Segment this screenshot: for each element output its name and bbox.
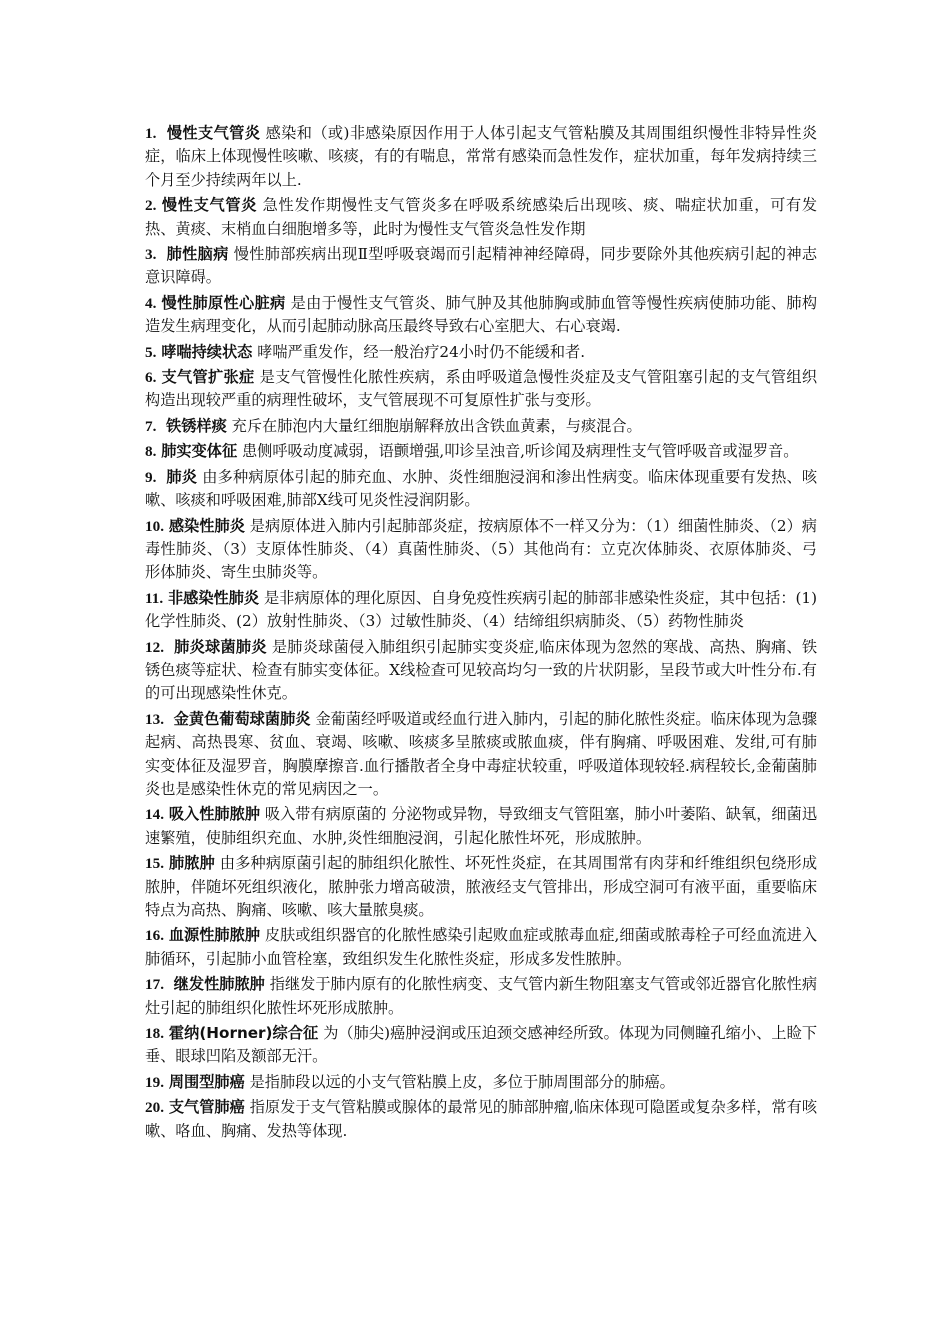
entry-18 bbox=[145, 1022, 817, 1069]
entry-7 bbox=[145, 415, 817, 438]
entry-term: 周围型肺癌 bbox=[168, 1072, 245, 1091]
entry-number: 20. bbox=[145, 1099, 164, 1117]
entry-14 bbox=[145, 803, 817, 850]
entry-definition: 哮喘严重发作，经一般治疗24小时仍不能缓和者. bbox=[257, 342, 586, 361]
entry-definition: 急性发作期慢性支气管炎多在呼吸系统感染后出现咳、痰、喘症状加重，可有发热、黄痰、末梢血白细胞增多等，此时为慢性支气管炎急性发作期 bbox=[145, 196, 818, 238]
entry-number: 13. bbox=[145, 710, 164, 728]
entry-definition: 感染和（或)非感染原因作用于人体引起支气管粘膜及其周围组织慢性非特异性炎症，临床上体现慢性咳嗽、咳痰，有的有喘息，常常有感染而急性发作，症状加重，每年发病持续三个月至少持续两年以上. bbox=[145, 124, 818, 189]
entry-term: 非感染性肺炎 bbox=[167, 588, 260, 607]
entry-13 bbox=[145, 708, 817, 802]
entry-number: 15. bbox=[145, 855, 164, 873]
entry-definition: 由多种病原菌引起的肺组织化脓性、坏死性炎症，在其周围常有肉芽和纤维组织包绕形成脓肿，伴随坏死组织液化，脓肿张力增高破溃，脓液经支气管排出，形成空洞可有液平面，重要临床特点为高热、胸痛、咳嗽、咳大量脓臭痰。 bbox=[145, 854, 818, 919]
entry-term: 血源性肺脓肿 bbox=[168, 926, 261, 945]
entry-16 bbox=[145, 924, 817, 971]
entry-number: 9. bbox=[145, 468, 157, 486]
entry-number: 18. bbox=[145, 1025, 164, 1043]
entry-definition: 金葡菌经呼吸道或经血行进入肺内，引起的肺化脓性炎症。临床体现为急骤起病、高热畏寒、贫血、衰竭、咳嗽、咳痰多呈脓痰或脓血痰，伴有胸痛、呼吸困难、发绀,可有肺实变体征及湿罗音，胸膜摩擦音.血行播散者全身中毒症状较重，呼吸道体现较轻.病程较长,金葡菌肺炎也是感染性休克的常见病因之一。 bbox=[145, 709, 818, 798]
entry-definition: 吸入带有病原菌的 分泌物或异物，导致细支气管阻塞，肺小叶萎陷、缺氧，细菌迅速繁殖，使肺组织充血、水肿,炎性细胞浸润，引起化脓性坏死，形成脓肿。 bbox=[145, 805, 818, 847]
entry-definition: 皮肤或组织器官的化脓性感染引起败血症或脓毒血症,细菌或脓毒栓子可经血流进入肺循环，引起肺小血管栓塞，致组织发生化脓性炎症，形成多发性脓肿。 bbox=[145, 926, 818, 968]
entry-term: 哮喘持续状态 bbox=[161, 342, 253, 361]
entry-term: 肺炎球菌肺炎 bbox=[174, 637, 267, 656]
entry-term: 肺实变体征 bbox=[161, 442, 238, 461]
entry-number: 14. bbox=[145, 806, 164, 824]
entry-number: 1. bbox=[145, 125, 157, 142]
entry-number: 17. bbox=[145, 976, 164, 994]
entry-term: 肺性脑病 bbox=[166, 245, 229, 264]
entry-term: 霍纳(Horner)综合征 bbox=[168, 1024, 319, 1043]
document-page bbox=[145, 122, 817, 1145]
entry-4 bbox=[145, 292, 817, 339]
entry-definition: 是非病原体的理化原因、自身免疫性疾病引起的肺部非感染性炎症，其中包括：(1)化学性肺炎、(2）放射性肺炎、（3）过敏性肺炎、（4）结缔组织病肺炎、（5）药物性肺炎 bbox=[145, 588, 818, 631]
entry-number: 7. bbox=[145, 417, 157, 435]
entry-definition: 指原发于支气管粘膜或腺体的最常见的肺部肿瘤,临床体现可隐匿或复杂多样，常有咳嗽、咯血、胸痛、发热等体现. bbox=[145, 1098, 818, 1140]
entry-term: 慢性肺原性心脏病 bbox=[161, 293, 286, 312]
entry-number: 2. bbox=[145, 197, 157, 215]
entry-20 bbox=[145, 1096, 817, 1143]
entry-definition: 指继发于肺内原有的化脓性病变、支气管内新生物阻塞支气管或邻近器官化脓性病灶引起的肺组织化脓性坏死形成脓肿。 bbox=[145, 975, 818, 1017]
entry-number: 10. bbox=[145, 517, 164, 535]
entry-term: 肺炎 bbox=[166, 467, 198, 486]
entry-term: 支气管扩张症 bbox=[161, 368, 255, 387]
entry-number: 16. bbox=[145, 927, 164, 945]
entry-term: 慢性支气管炎 bbox=[166, 124, 261, 142]
entry-definition: 是病原体进入肺内引起肺部炎症，按病原体不一样又分为：（1）细菌性肺炎、（2）病毒性肺炎、（3）支原体性肺炎、（4）真菌性肺炎、（5）其他尚有：立克次体肺炎、衣原体肺炎、弓形体肺炎、寄生虫肺炎等。 bbox=[145, 516, 817, 582]
entry-number: 12. bbox=[145, 638, 164, 656]
entry-term: 支气管肺癌 bbox=[168, 1098, 245, 1117]
entry-12 bbox=[145, 636, 817, 706]
entry-19 bbox=[145, 1071, 817, 1094]
entry-definition: 是支气管慢性化脓性疾病，系由呼吸道急慢性炎症及支气管阻塞引起的支气管组织构造出现较严重的病理性破坏，支气管展现不可复原性扩张与变形。 bbox=[145, 368, 818, 410]
entry-term: 金黄色葡萄球菌肺炎 bbox=[173, 709, 311, 728]
entry-17 bbox=[145, 973, 817, 1020]
entry-5 bbox=[145, 341, 817, 364]
entry-definition: 患侧呼吸动度减弱，语颤增强,叩诊呈浊音,听诊闻及病理性支气管呼吸音或湿罗音。 bbox=[241, 442, 799, 461]
entry-definition: 是指肺段以远的小支气管粘膜上皮，多位于肺周围部分的肺癌。 bbox=[249, 1072, 675, 1091]
entry-definition: 充斥在肺泡内大量红细胞崩解释放出含铁血黄素，与痰混合。 bbox=[231, 416, 642, 435]
entry-11 bbox=[145, 587, 817, 634]
entry-number: 3. bbox=[145, 246, 157, 264]
entry-number: 19. bbox=[145, 1073, 164, 1091]
entry-15 bbox=[145, 852, 817, 922]
entry-6 bbox=[145, 366, 817, 413]
entry-3 bbox=[145, 243, 817, 290]
entry-term: 铁锈样痰 bbox=[166, 416, 227, 435]
entry-definition: 慢性肺部疾病出现Ⅱ型呼吸衰竭而引起精神神经障碍，同步要除外其他疾病引起的神志意识障碍。 bbox=[145, 245, 818, 287]
entry-number: 6. bbox=[145, 369, 157, 387]
entry-9 bbox=[145, 466, 817, 513]
entry-8 bbox=[145, 440, 817, 463]
entry-1 bbox=[145, 122, 817, 192]
entry-number: 4. bbox=[145, 294, 157, 312]
entry-number: 5. bbox=[145, 343, 157, 361]
entry-definition: 是肺炎球菌侵入肺组织引起肺实变炎症,临床体现为忽然的寒战、高热、胸痛、铁锈色痰等症状、检查有肺实变体征。X线检查可见较高均匀一致的片状阴影，呈段节或大叶性分布.有的可出现感染性休克。 bbox=[145, 637, 818, 703]
entry-10 bbox=[145, 515, 817, 585]
entry-term: 慢性支气管炎 bbox=[161, 196, 258, 215]
entry-term: 继发性肺脓肿 bbox=[173, 975, 265, 994]
entry-definition: 为（肺尖)癌肿浸润或压迫颈交感神经所致。体现为同侧瞳孔缩小、上睑下垂、眼球凹陷及额部无汗。 bbox=[145, 1024, 818, 1066]
entry-definition: 是由于慢性支气管炎、肺气肿及其他肺胸或肺血管等慢性疾病使肺功能、肺构造发生病理变化，从而引起肺动脉高压最终导致右心室肥大、右心衰竭. bbox=[145, 293, 818, 336]
entry-definition: 由多种病原体引起的肺充血、水肿、炎性细胞浸润和渗出性病变。临床体现重要有发热、咳嗽、咳痰和呼吸困难,肺部X线可见炎性浸润阴影。 bbox=[145, 467, 817, 510]
entry-term: 吸入性肺脓肿 bbox=[168, 805, 261, 824]
entry-2 bbox=[145, 194, 817, 241]
entry-number: 11. bbox=[145, 589, 164, 607]
entry-term: 肺脓肿 bbox=[168, 854, 215, 873]
entry-term: 感染性肺炎 bbox=[168, 516, 245, 535]
entry-number: 8. bbox=[145, 443, 157, 461]
